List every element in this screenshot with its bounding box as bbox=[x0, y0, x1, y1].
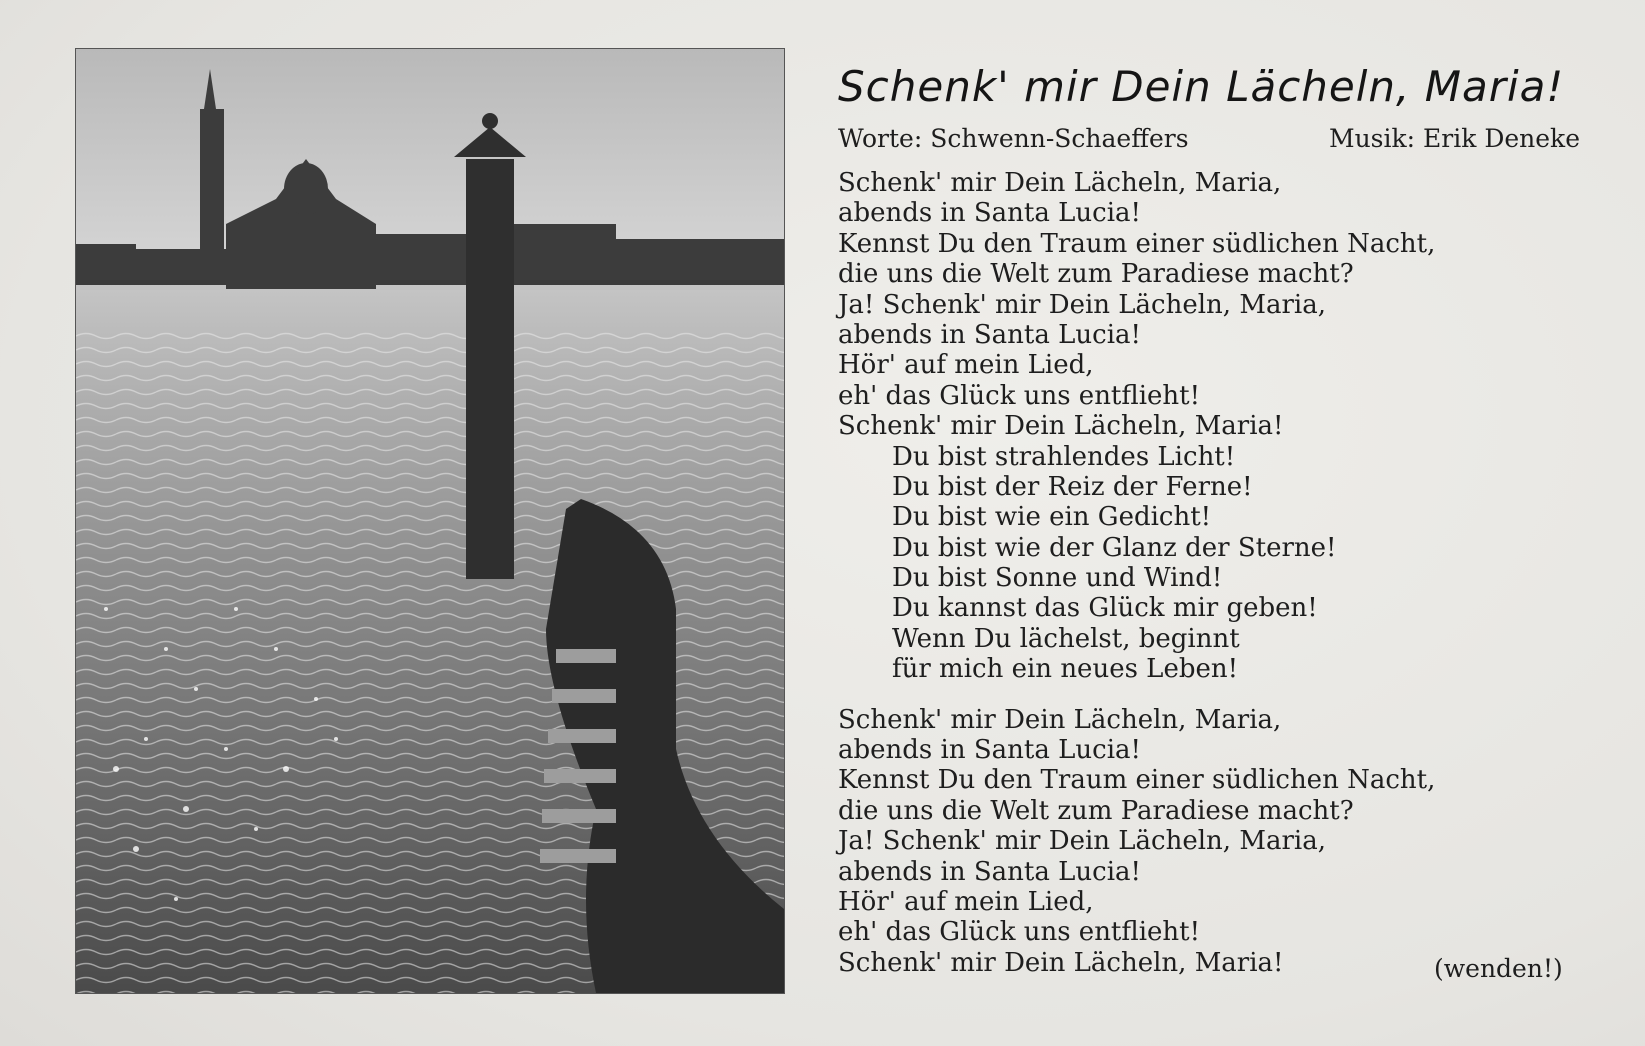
lyric-line: die uns die Welt zum Paradiese macht? bbox=[838, 259, 1354, 290]
lyric-line: Kennst Du den Traum einer südlichen Nacht, bbox=[838, 228, 1436, 259]
venice-gondola-illustration bbox=[76, 49, 784, 993]
chorus-line: Du bist Sonne und Wind! bbox=[892, 563, 1223, 594]
lyric-line: Schenk' mir Dein Lächeln, Maria! bbox=[838, 947, 1284, 978]
lyric-line: Schenk' mir Dein Lächeln, Maria! bbox=[838, 411, 1284, 442]
lyric-line: Hör' auf mein Lied, bbox=[838, 350, 1094, 381]
lyric-line: Schenk' mir Dein Lächeln, Maria, bbox=[838, 168, 1282, 198]
lyric-line: abends in Santa Lucia! bbox=[838, 856, 1141, 887]
song-credits bbox=[838, 124, 1580, 153]
chorus-line: Du bist strahlendes Licht! bbox=[892, 441, 1236, 472]
lyric-line: eh' das Glück uns entflieht! bbox=[838, 917, 1201, 948]
lyric-line: Ja! Schenk' mir Dein Lächeln, Maria, bbox=[838, 826, 1326, 857]
song-title: Schenk' mir Dein Lächeln, Maria! bbox=[838, 62, 1565, 111]
lyric-line: Kennst Du den Traum einer südlichen Nacht, bbox=[838, 765, 1436, 796]
lyric-line: abends in Santa Lucia! bbox=[838, 198, 1141, 229]
turn-over-note: (wenden!) bbox=[1434, 954, 1563, 983]
lyric-line: abends in Santa Lucia! bbox=[838, 735, 1141, 766]
chorus-line: Du kannst das Glück mir geben! bbox=[892, 593, 1318, 624]
lyricist-credit: Worte: Schwenn-Schaeffers bbox=[838, 124, 1189, 153]
lyrics bbox=[838, 168, 1435, 978]
stanza-gap bbox=[838, 685, 1435, 705]
lyric-line: Ja! Schenk' mir Dein Lächeln, Maria, bbox=[838, 289, 1326, 320]
lyric-line: abends in Santa Lucia! bbox=[838, 319, 1141, 350]
lyric-line: Hör' auf mein Lied, bbox=[838, 886, 1094, 917]
lyric-line: die uns die Welt zum Paradiese macht? bbox=[838, 795, 1354, 826]
lyric-line: Schenk' mir Dein Lächeln, Maria, bbox=[838, 704, 1282, 735]
chorus-line: Wenn Du lächelst, beginnt bbox=[892, 623, 1240, 654]
lyric-line: eh' das Glück uns entflieht! bbox=[838, 380, 1201, 411]
chorus-line: Du bist wie der Glanz der Sterne! bbox=[892, 532, 1337, 563]
composer-credit: Musik: Erik Deneke bbox=[1328, 124, 1580, 153]
venice-photo bbox=[75, 48, 785, 994]
chorus-line: Du bist wie ein Gedicht! bbox=[892, 502, 1212, 533]
chorus-line: Du bist der Reiz der Ferne! bbox=[892, 471, 1253, 502]
chorus-line: für mich ein neues Leben! bbox=[892, 654, 1239, 685]
